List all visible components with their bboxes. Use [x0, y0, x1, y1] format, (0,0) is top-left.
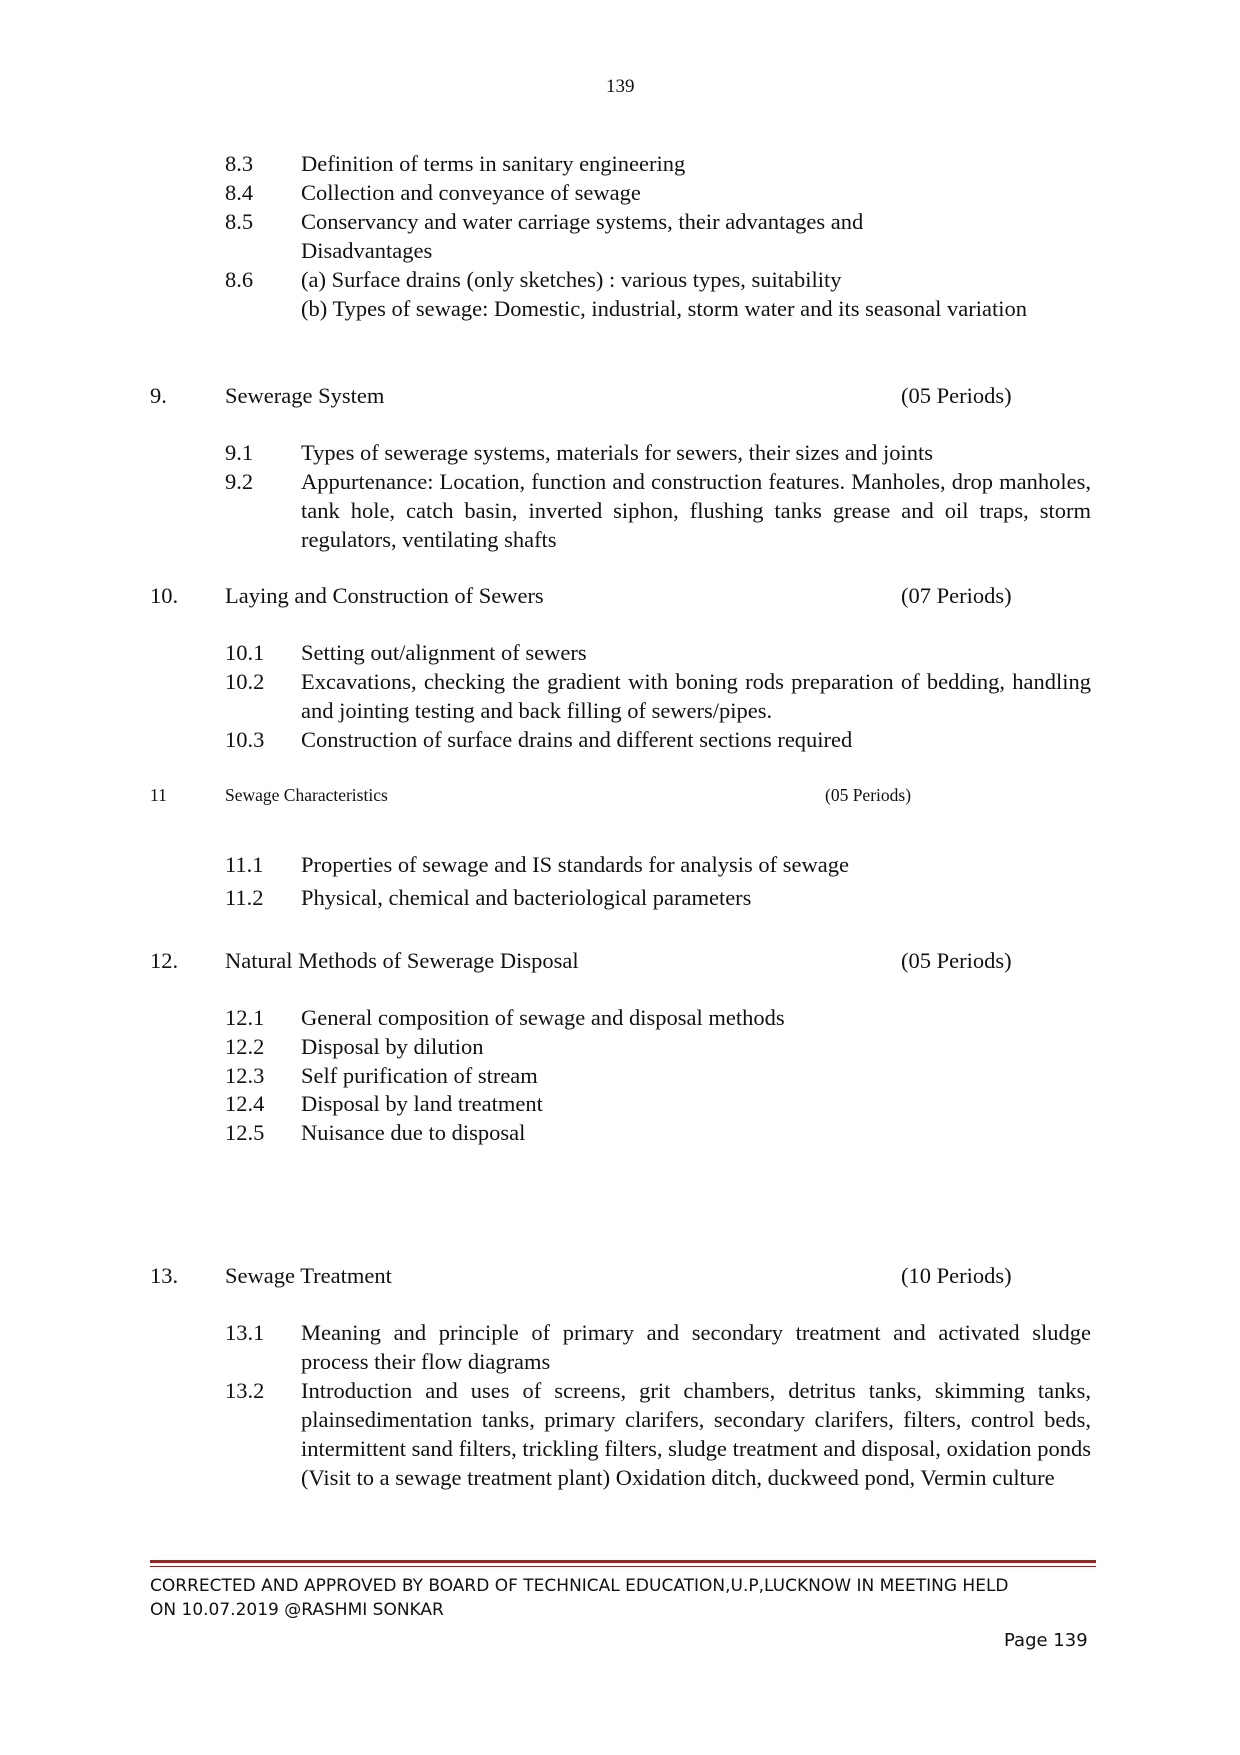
item-text: Properties of sewage and IS standards for analysis of sewage	[301, 852, 849, 877]
item-number: 10.2	[225, 669, 265, 694]
item-text: Types of sewerage systems, materials for sewers, their sizes and joints	[301, 440, 933, 465]
section-number: 9.	[150, 383, 167, 408]
item-text: Conservancy and water carriage systems, their advantages and Disadvantages	[301, 209, 864, 263]
page-number-top: 139	[606, 76, 635, 97]
item-number: 12.3	[225, 1063, 265, 1088]
section-title: Natural Methods of Sewerage Disposal	[225, 948, 579, 973]
item-text: Definition of terms in sanitary engineering	[301, 151, 686, 176]
item-text: Physical, chemical and bacteriological parameters	[301, 885, 752, 910]
item-text: (b) Types of sewage: Domestic, industrial, storm water and its seasonal variation	[301, 296, 1027, 321]
item-number: 10.3	[225, 727, 265, 752]
item-number: 13.1	[225, 1320, 265, 1345]
item-text: Collection and conveyance of sewage	[301, 180, 641, 205]
item-number: 13.2	[225, 1378, 265, 1403]
item-text: Disposal by dilution	[301, 1034, 484, 1059]
section-title: Sewage Treatment	[225, 1263, 392, 1288]
item-number: 11.1	[225, 852, 264, 877]
footer-rule-top	[150, 1560, 1096, 1563]
section-number: 11	[150, 785, 167, 805]
item-text: Introduction and uses of screens, grit chambers, detritus tanks, skimming tanks, plainsedimentation tanks, primary clarifers, secondary clarifers, filters, control beds, intermittent sand filters, trickling filters, sludge treatment and disposal, oxidation ponds (Visit to a sewage treatment plant) Oxidation ditch, duckweed pond, Vermin culture	[301, 1378, 1091, 1490]
item-text: Construction of surface drains and different sections required	[301, 727, 853, 752]
section-number: 13.	[150, 1263, 179, 1288]
footer-approval-line2: ON 10.07.2019 @RASHMI SONKAR	[150, 1600, 444, 1620]
section-periods: (07 Periods)	[901, 583, 1012, 608]
item-number: 9.1	[225, 440, 254, 465]
item-number: 8.6	[225, 267, 254, 292]
item-number: 10.1	[225, 640, 265, 665]
item-text: (a) Surface drains (only sketches) : various types, suitability	[301, 267, 842, 292]
section-title: Sewage Characteristics	[225, 785, 388, 805]
item-text: Setting out/alignment of sewers	[301, 640, 587, 665]
item-text: Appurtenance: Location, function and construction features. Manholes, drop manholes, tank hole, catch basin, inverted siphon, flushing tanks grease and oil traps, storm regulators, ventilating shafts	[301, 469, 1091, 552]
section-periods: (05 Periods)	[901, 383, 1012, 408]
item-text: Meaning and principle of primary and secondary treatment and activated sludge process their flow diagrams	[301, 1320, 1091, 1374]
section-periods: (05 Periods)	[901, 948, 1012, 973]
item-number: 12.5	[225, 1120, 265, 1145]
item-number: 8.4	[225, 180, 254, 205]
section-periods: (10 Periods)	[901, 1263, 1012, 1288]
footer-rule-bottom	[150, 1566, 1096, 1567]
item-text: General composition of sewage and disposal methods	[301, 1005, 785, 1030]
item-number: 12.2	[225, 1034, 265, 1059]
footer-approval-line1: CORRECTED AND APPROVED BY BOARD OF TECHNICAL EDUCATION,U.P,LUCKNOW IN MEETING HELD	[150, 1576, 1009, 1596]
section-number: 10.	[150, 583, 179, 608]
item-text-sub	[301, 294, 1129, 323]
item-number: 8.5	[225, 209, 254, 234]
item-number: 12.4	[225, 1091, 265, 1116]
footer-page-label: Page 139	[1004, 1630, 1088, 1651]
item-text: Nuisance due to disposal	[301, 1120, 526, 1145]
section-periods: (05 Periods)	[825, 785, 912, 805]
item-text: Excavations, checking the gradient with boning rods preparation of bedding, handling and jointing testing and back filling of sewers/pipes.	[301, 669, 1091, 723]
item-number: 12.1	[225, 1005, 265, 1030]
section-number: 12.	[150, 948, 179, 973]
item-number: 8.3	[225, 151, 254, 176]
item-number: 11.2	[225, 885, 264, 910]
item-text: Disposal by land treatment	[301, 1091, 543, 1116]
section-title: Sewerage System	[225, 383, 385, 408]
section-title: Laying and Construction of Sewers	[225, 583, 544, 608]
item-number: 9.2	[225, 469, 254, 494]
item-text: Self purification of stream	[301, 1063, 538, 1088]
